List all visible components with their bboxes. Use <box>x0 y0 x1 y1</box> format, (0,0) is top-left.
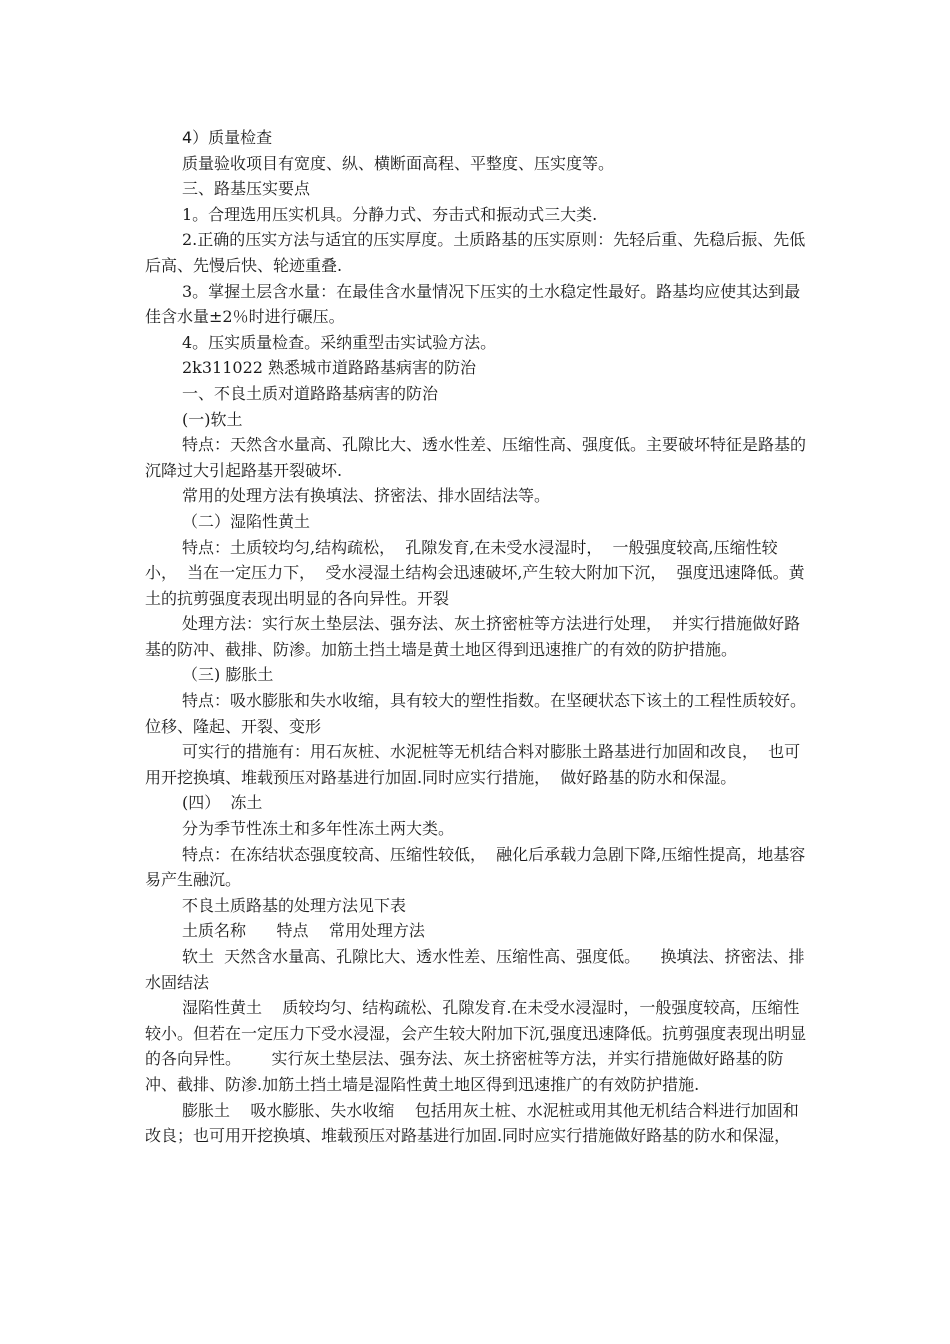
section-heading: 三、路基压实要点 <box>182 179 311 199</box>
paragraph: 3。掌握土层含水量：在最佳含水量情况下压实的土水稳定性最好。路基均应使其达到最佳含水量±2％时进行碾压。 <box>145 281 801 327</box>
heading-quality-check: 4）质量检查 <box>182 128 273 147</box>
subsection-heading: （二）湿陷性黄土 <box>182 511 311 531</box>
table-row: 湿陷性黄土 质较均匀、结构疏松、孔隙发育.在未受水浸湿时，一般强度较高，压缩性较小。但若在一定压力下受水浸湿，会产生较大附加下沉,强度迅速降低。抗剪强度表现出明显的各向异性。 实行灰土垫层法、强夯法、灰土挤密桩等方法，并实行措施做好路基的防冲、截排、防渗.加筋土挡土墙是湿陷性黄土地区得到迅速推广的有效防护措施. <box>145 998 807 1094</box>
paragraph: 特点：吸水膨胀和失水收缩，具有较大的塑性指数。在坚硬状态下该土的工程性质较好。位移、隆起、开裂、变形 <box>145 691 807 736</box>
document-page <box>145 125 807 1149</box>
table-header-row: 土质名称 特点 常用处理方法 <box>182 921 425 941</box>
section-heading: 一、不良土质对道路路基病害的防治 <box>182 383 439 403</box>
paragraph: 特点：土质较均匀,结构疏松， 孔隙发育,在未受水浸湿时， 一般强度较高,压缩性较小， 当在一定压力下， 受水浸湿土结构会迅速破坏,产生较大附加下沉， 强度迅速降低。黄土的抗剪强度表现出明显的各向异性。开裂 <box>145 537 805 608</box>
paragraph: 可实行的措施有：用石灰桩、水泥桩等无机结合料对膨胀土路基进行加固和改良， 也可用开挖换填、堆载预压对路基进行加固.同时应实行措施， 做好路基的防水和保湿。 <box>145 742 801 787</box>
table-row: 膨胀土 吸水膨胀、失水收缩 包括用灰土桩、水泥桩或用其他无机结合料进行加固和改良；也可用开挖换填、堆载预压对路基进行加固.同时应实行措施做好路基的防水和保湿， <box>145 1100 799 1146</box>
paragraph: 2.正确的压实方法与适宜的压实厚度。土质路基的压实原则：先轻后重、先稳后振、先低后高、先慢后快、轮迹重叠. <box>145 230 806 275</box>
subsection-heading: （三) 膨胀土 <box>182 665 274 685</box>
paragraph: 常用的处理方法有换填法、挤密法、排水固结法等。 <box>182 486 551 506</box>
paragraph: 分为季节性冻土和多年性冻土两大类。 <box>182 819 455 839</box>
table-row: 软土 天然含水量高、孔隙比大、透水性差、压缩性高、强度低。 换填法、挤密法、排水固结法 <box>145 947 805 992</box>
subsection-heading: (四） 冻土 <box>182 793 263 813</box>
paragraph: 质量验收项目有宽度、纵、横断面高程、平整度、压实度等。 <box>182 153 615 173</box>
paragraph: 1。合理选用压实机具。分静力式、夯击式和振动式三大类. <box>182 204 598 224</box>
subsection-heading: (一)软土 <box>182 409 243 429</box>
paragraph: 特点：在冻结状态强度较高、压缩性较低， 融化后承载力急剧下降,压缩性提高，地基容易产生融沉。 <box>145 844 806 890</box>
section-heading: 2k311022 熟悉城市道路路基病害的防治 <box>182 358 477 378</box>
paragraph: 处理方法：实行灰土垫层法、强夯法、灰土挤密桩等方法进行处理， 并实行措施做好路基的防冲、截排、防渗。加筋土挡土墙是黄土地区得到迅速推广的有效的防护措施。 <box>145 614 801 659</box>
paragraph: 4。压实质量检查。采纳重型击实试验方法。 <box>182 332 497 352</box>
paragraph: 不良土质路基的处理方法见下表 <box>182 895 407 915</box>
paragraph: 特点：天然含水量高、孔隙比大、透水性差、压缩性高、强度低。主要破坏特征是路基的沉降过大引起路基开裂破坏. <box>145 435 807 480</box>
